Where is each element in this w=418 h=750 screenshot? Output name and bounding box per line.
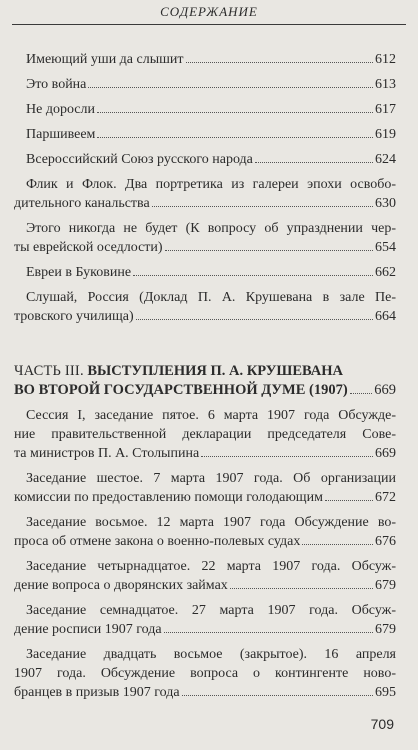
page-number: 709 [370, 716, 394, 732]
toc-entry-title: Этого никогда не будет (К вопросу об упразднении чер- [26, 221, 396, 236]
toc-entry-title: Слушай, Россия (Доклад П. А. Крушевана в зале Пе- [26, 290, 396, 305]
toc-entry-page: 612 [375, 52, 396, 67]
toc-entry [14, 601, 396, 639]
toc-entry-title: та министров П. А. Столыпина [14, 446, 200, 461]
toc-entry [14, 469, 396, 507]
toc-entry [14, 219, 396, 257]
part-prefix: ЧАСТЬ III. [14, 363, 84, 379]
toc-entry-title: Евреи в Буковине [26, 265, 132, 280]
toc-entry-page: 619 [375, 127, 396, 142]
toc-entry [14, 75, 396, 94]
dot-leader [165, 250, 373, 251]
toc-entry-page: 617 [375, 102, 396, 117]
dot-leader [136, 319, 373, 320]
toc-entry [14, 100, 396, 119]
dot-leader [97, 137, 373, 138]
dot-leader [164, 632, 373, 633]
toc-entry-title: дение вопроса о дворянских займах [14, 578, 228, 593]
dot-leader [255, 162, 373, 163]
toc-entry [14, 125, 396, 144]
toc-entry-title: Это война [26, 77, 87, 92]
dot-leader [88, 87, 373, 88]
toc-entry-page: 613 [375, 77, 396, 92]
dot-leader [133, 275, 373, 276]
toc-entry [14, 50, 396, 69]
toc-entry [14, 150, 396, 169]
toc-entry-title: ты еврейской оседлости) [14, 240, 163, 255]
toc-entry-page: 630 [375, 196, 396, 211]
dot-leader [152, 206, 373, 207]
toc-entry-title: тровского училища) [14, 309, 134, 324]
toc-entry-page: 662 [375, 265, 396, 280]
toc-entry-title: Заседание четырнадцатое. 22 марта 1907 года. Обсуж- [26, 559, 396, 574]
toc-entry-title: Не доросли [26, 102, 95, 117]
dot-leader [350, 393, 373, 394]
toc-entry-title: дение росписи 1907 года [14, 622, 162, 637]
dot-leader [182, 695, 373, 696]
toc-entry-page: 664 [375, 309, 396, 324]
part-title-line1: ВЫСТУПЛЕНИЯ П. А. КРУШЕВАНА [87, 363, 343, 379]
toc-entry-title: Всероссийский Союз русского народа [26, 152, 253, 167]
toc-entry-title: Сессия I, заседание пятое. 6 марта 1907 года Обсужде- [26, 408, 396, 423]
dot-leader [97, 112, 373, 113]
dot-leader [325, 500, 373, 501]
toc-entry-title: бранцев в призыв 1907 года [14, 685, 180, 700]
toc-entry-page: 624 [375, 152, 396, 167]
toc-entry [14, 513, 396, 551]
toc-entry-title: Заседание восьмое. 12 марта 1907 года Обсуждение во- [26, 515, 396, 530]
part-title-line2: ВО ВТОРОЙ ГОСУДАРСТВЕННОЙ ДУМЕ (1907) [14, 382, 348, 398]
toc-entry-title: 1907 года. Обсуждение вопроса о контингенте ново- [14, 666, 396, 681]
toc-entry-title: Заседание шестое. 7 марта 1907 года. Об организации [26, 471, 396, 486]
part-page: 669 [374, 382, 396, 398]
toc-entry [14, 263, 396, 282]
toc-entry [14, 645, 396, 702]
part-heading [14, 362, 396, 400]
dot-leader [186, 62, 373, 63]
toc-entry-page: 654 [375, 240, 396, 255]
dot-leader [201, 456, 373, 457]
toc-entry-title: комиссии по предоставлению помощи голодающим [14, 490, 323, 505]
toc-entry-page: 676 [375, 534, 396, 549]
toc-entry-page: 672 [375, 490, 396, 505]
toc-entry-page: 695 [375, 685, 396, 700]
toc-entry [14, 557, 396, 595]
toc-entry-title: Имеющий уши да слышит [26, 52, 184, 67]
toc-entry [14, 406, 396, 463]
toc-entry-title: ние правительственной декларации председателя Сове- [14, 427, 396, 442]
running-header: СОДЕРЖАНИЕ [160, 4, 258, 19]
toc-entry-title: проса об отмене закона о военно-полевых судах [14, 534, 301, 549]
dot-leader [230, 588, 373, 589]
toc-sessions-section [14, 406, 396, 702]
toc-entries-section [14, 50, 396, 326]
toc-list [14, 50, 396, 708]
toc-entry-page: 679 [375, 622, 396, 637]
toc-entry [14, 175, 396, 213]
toc-entry-title: Флик и Флок. Два портретика из галереи эпохи освобо- [26, 177, 396, 192]
toc-entry-page: 679 [375, 578, 396, 593]
toc-entry-title: дительного канальства [14, 196, 150, 211]
toc-entry [14, 288, 396, 326]
toc-entry-title: Заседание двадцать восьмое (закрытое). 16 апреля [26, 647, 396, 662]
header-rule [12, 24, 406, 25]
toc-entry-page: 669 [375, 446, 396, 461]
toc-entry-title: Заседание семнадцатое. 27 марта 1907 года. Обсуж- [26, 603, 396, 618]
toc-entry-title: Паршивеем [26, 127, 96, 142]
dot-leader [302, 544, 373, 545]
